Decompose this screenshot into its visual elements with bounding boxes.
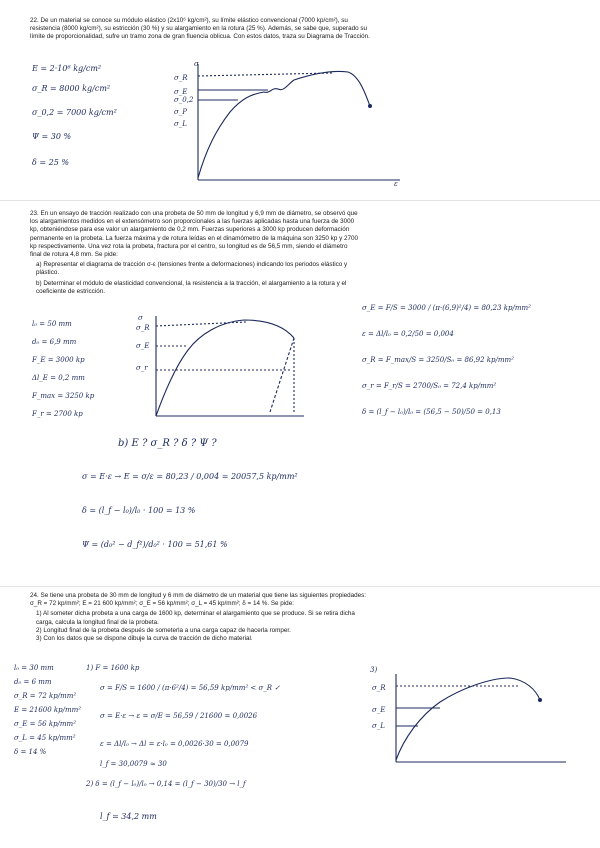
p22-y-axis-label: σ bbox=[194, 60, 199, 68]
p24-sol1-final-length: l_f = 30,0079 ≈ 30 bbox=[100, 760, 167, 768]
p22-note-elongation: δ = 25 % bbox=[32, 158, 69, 167]
p24-note-d0: d₀ = 6 mm bbox=[14, 678, 52, 686]
p22-note-yield: σ_0,2 = 7000 kg/cm² bbox=[32, 108, 117, 117]
p24-note-e: E = 21600 kp/mm² bbox=[14, 706, 82, 714]
p24-tick-l: σ_L bbox=[372, 722, 385, 730]
p23-note-d0: d₀ = 6,9 mm bbox=[32, 338, 77, 346]
p22-break-point bbox=[368, 104, 372, 108]
p23-note-l0: l₀ = 50 mm bbox=[32, 320, 72, 328]
p24-note-sl: σ_L = 45 kp/mm² bbox=[14, 734, 76, 742]
p23-tick-e: σ_E bbox=[136, 342, 150, 350]
p24-sol1-strain: σ = E·ε → ε = σ/E = 56,59 / 21600 = 0,0026 bbox=[100, 712, 258, 720]
p23-tick-rr: σ_r bbox=[136, 364, 148, 372]
p24-note-l0: l₀ = 30 mm bbox=[14, 664, 54, 672]
p23-tension-graph bbox=[136, 312, 306, 422]
p22-curve bbox=[198, 71, 370, 178]
p23-guide-r bbox=[156, 322, 246, 326]
p23-unload-line bbox=[270, 338, 294, 412]
p24-note-sr: σ_R = 72 kp/mm² bbox=[14, 692, 77, 700]
problem-23-item-a: a) Representar el diagrama de tracción σ-ε (tensiones frente a deformaciones) indicando los periodos elástico y plástico. bbox=[36, 261, 348, 277]
problem-24-statement bbox=[30, 592, 370, 643]
problem-24-text: 24. Se tiene una probeta de 30 mm de longitud y 6 mm de diámetro de un material que tiene las siguientes propiedades: σ_R = 72 kp/mm²; E = 21 600 kp/mm²; σ_E = 56 kp/mm²; σ_L = 45 kp/mm²; δ = 14 %. Se pide: bbox=[30, 592, 367, 608]
p23-calc-psi: Ψ = (d₀² − d_f²)/d₀² · 100 = 51,61 % bbox=[82, 540, 228, 549]
p22-tick-p: σ_P bbox=[174, 108, 187, 116]
separator-23-24 bbox=[0, 586, 600, 587]
p24-tick-r: σ_R bbox=[372, 684, 386, 692]
p23-note-fmax: F_max = 3250 kp bbox=[32, 392, 95, 400]
p23-calc-sigma-r: σ_R = F_max/S = 3250/S₀ = 86,92 kp/mm² bbox=[362, 356, 514, 364]
problem-22-statement bbox=[30, 17, 370, 42]
p23-tick-r: σ_R bbox=[136, 324, 150, 332]
p24-note-se: σ_E = 56 kp/mm² bbox=[14, 720, 76, 728]
separator-22-23 bbox=[0, 200, 600, 201]
p23-calc-sigma-rotura: σ_r = F_r/S = 2700/S₀ = 72,4 kp/mm² bbox=[362, 382, 497, 390]
p22-tick-e: σ_E bbox=[174, 88, 188, 96]
p23-calc-epsilon: ε = Δl/l₀ = 0,2/50 = 0,004 bbox=[362, 330, 454, 338]
p24-note-delta: δ = 14 % bbox=[14, 748, 47, 756]
p22-note-resistance: σ_R = 8000 kg/cm² bbox=[32, 84, 111, 93]
p24-break-point bbox=[538, 698, 542, 702]
problem-22-text: 22. De un material se conoce su módulo elástico (2x10⁶ kg/cm²), su límite elástico convencional (7000 kp/cm²), su resistencia (8000 kg/cm²), su estricción (30 %) y su alargamiento en la rotura (25 %). Además, se sabe que, superado su límite de proporcionalidad, sufre un tramo zona de gran fluencia oblicua. Con estos datos, traza su Diagrama de Tracción. bbox=[30, 17, 370, 41]
p22-x-axis-label: ε bbox=[394, 180, 398, 188]
p23-calc-e: σ = E·ε → E = σ/ε = 80,23 / 0,004 = 20057,5 kp/mm² bbox=[82, 472, 298, 481]
p24-sol2-result: l_f = 34,2 mm bbox=[100, 812, 157, 821]
p23-questions: b) E ? σ_R ? δ ? Ψ ? bbox=[118, 438, 217, 449]
p23-note-fe: F_E = 3000 kp bbox=[32, 356, 85, 364]
p24-curve bbox=[396, 678, 540, 760]
problem-24-item-2: 2) Longitud final de la probeta después de someterla a una carga capaz de hacerla romper. bbox=[36, 626, 291, 634]
problem-23-text: 23. En un ensayo de tracción realizado con una probeta de 50 mm de longitud y 6,9 mm de diámetro, se observó que los alargamientos medidos en el extensómetro son proporcionales a las fuerzas aplicadas hasta una fuerza de 3000 kp, obteniéndose para ese valor un alargamiento de 0,2 mm. Fuerzas superiores a 3000 kp producen deformación permanente en la probeta. La fuerza máxima y de rotura leídas en el dinamómetro de la máquina son 3250 kp y 2700 kp respectivamente. Una vez rota la probeta, fractura por el centro, su longitud es de 56,5 mm, siendo el diámetro final de rotura 4,8 mm. Se pide: bbox=[30, 210, 358, 259]
problem-24-item-1: 1) Al someter dicha probeta a una carga de 1600 kp, determinar el alargamiento que se produce. Si se retira dicha carga, calcula la longitud final de la probeta. bbox=[36, 610, 355, 626]
p22-tension-graph bbox=[172, 56, 404, 188]
problem-23-item-b: b) Determinar el módulo de elasticidad convencional, la resistencia a la tracción, el alargamiento a la rotura y el coeficiente de estricción. bbox=[36, 279, 347, 295]
p22-note-elastic-modulus: E = 2·10⁶ kg/cm² bbox=[32, 64, 102, 73]
p24-sol2-formula: 2) δ = (l_f − l₀)/l₀ → 0,14 = (l_f − 30)/30 → l_f bbox=[86, 780, 246, 788]
problem-24-item-3: 3) Con los datos que se dispone dibuje la curva de tracción de dicho material. bbox=[36, 635, 253, 643]
problem-23-statement bbox=[30, 210, 360, 296]
p23-note-dle: Δl_E = 0,2 mm bbox=[32, 374, 85, 382]
p24-sol1-force: 1) F = 1600 kp bbox=[86, 664, 140, 672]
p23-calc-delta: δ = (l_f − l₀)/l₀ = (56,5 − 50)/50 = 0,13 bbox=[362, 408, 501, 416]
p23-calc-delta-percent: δ = (l_f − l₀)/l₀ · 100 = 13 % bbox=[82, 506, 196, 515]
p24-sol1-elongation: ε = Δl/l₀ → Δl = ε·l₀ = 0,0026·30 = 0,0079 bbox=[100, 740, 249, 748]
p22-note-striction: Ψ = 30 % bbox=[32, 132, 72, 141]
p22-tick-r: σ_R bbox=[174, 74, 188, 82]
p24-tick-e: σ_E bbox=[372, 706, 386, 714]
p24-tension-graph bbox=[370, 662, 570, 766]
p22-tick-02: σ_0,2 bbox=[174, 96, 194, 104]
p23-calc-sigma-e: σ_E = F/S = 3000 / (π·(6,9)²/4) = 80,23 kp/mm² bbox=[362, 304, 531, 312]
p23-note-fr: F_r = 2700 kp bbox=[32, 410, 83, 418]
p24-sol1-stress: σ = F/S = 1600 / (π·6²/4) = 56,59 kp/mm² < σ_R ✓ bbox=[100, 684, 281, 692]
p24-graph-label: 3) bbox=[370, 666, 378, 674]
p22-tick-l: σ_L bbox=[174, 120, 187, 128]
p23-y-axis-label: σ bbox=[138, 314, 143, 322]
